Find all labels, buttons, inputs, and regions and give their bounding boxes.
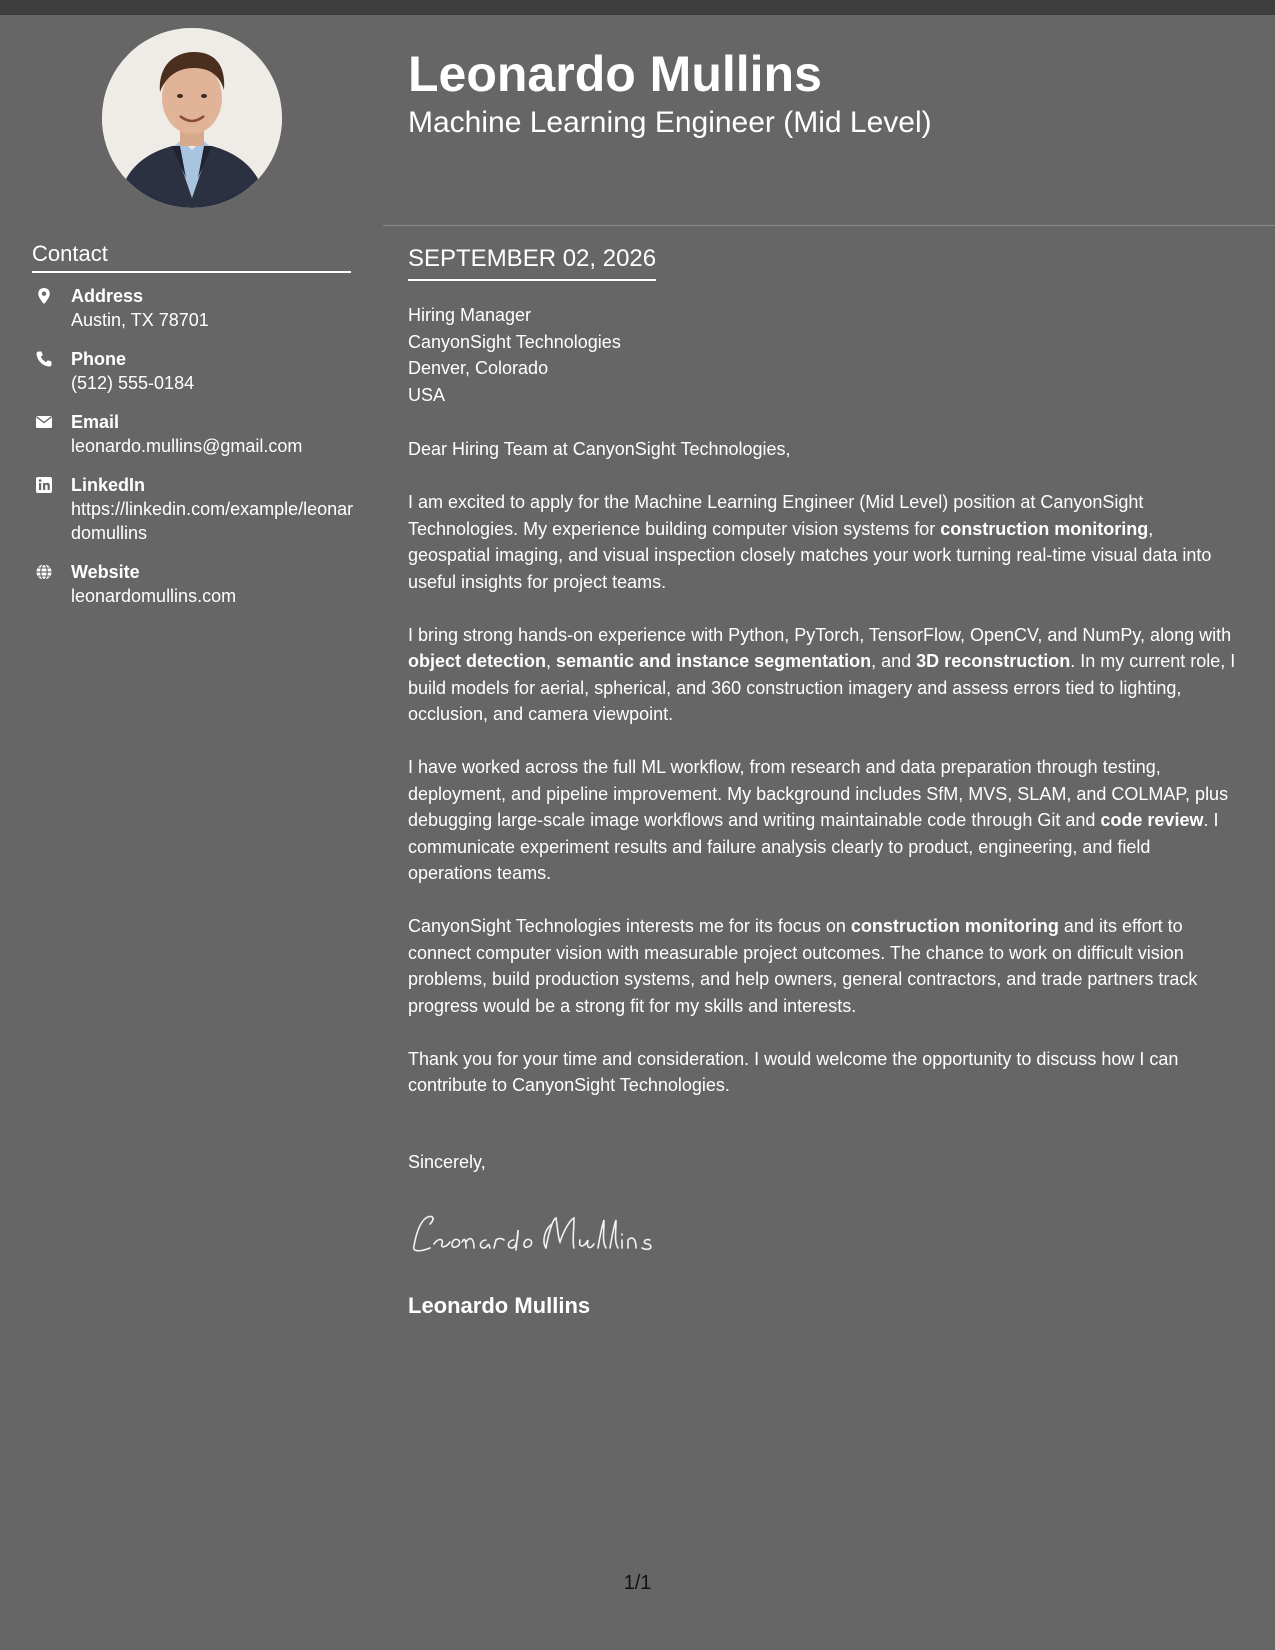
text-run: . In my current role, I build models for aerial, spherical, and 360 construction imagery and assess errors tied to lighting, occlusion, and camera viewpoint. — [408, 651, 1236, 724]
contact-heading: Contact — [32, 240, 351, 273]
recipient-line: USA — [408, 384, 446, 405]
paragraph-3 — [408, 754, 1238, 887]
phone-value: (512) 555-0184 — [71, 373, 195, 393]
letter-body — [408, 436, 1238, 1125]
text-run: . I communicate experiment results and failure analysis clearly to product, engineering, and field operations teams. — [408, 810, 1219, 883]
candidate-name: Leonardo Mullins — [408, 46, 822, 102]
signed-name: Leonardo Mullins — [408, 1293, 591, 1318]
linkedin-label: LinkedIn — [71, 475, 146, 495]
text-run: , and — [871, 651, 917, 671]
website-label: Website — [71, 562, 140, 582]
phone-label: Phone — [71, 349, 127, 369]
contact-list — [32, 284, 362, 623]
text-run: , — [546, 651, 557, 671]
header-divider — [383, 225, 1275, 226]
emphasis: code review — [1100, 810, 1204, 830]
profile-photo-illustration — [102, 28, 282, 208]
recipient-block — [408, 302, 1238, 408]
text-run: I have worked across the full ML workflow, from research and data preparation through testing, deployment, and pipeline improvement. My background includes SfM, MVS, SLAM, and COLMAP, plus debugging large-scale image workflows and writing maintainable code through Git and — [408, 757, 1229, 830]
globe-icon — [35, 563, 53, 581]
email-value: leonardo.mullins@gmail.com — [71, 436, 303, 456]
recipient-line: Denver, Colorado — [408, 358, 549, 378]
signature — [406, 1208, 676, 1258]
letter-date: SEPTEMBER 02, 2026 — [408, 244, 656, 281]
paragraph-2 — [408, 622, 1238, 728]
contact-email — [32, 410, 362, 458]
map-pin-icon — [35, 287, 53, 305]
text-run: and its effort to connect computer vision with measurable project outcomes. The chance to work on difficult vision problems, build production systems, and help owners, general contractors, and trade partners track progress would be a strong fit for my skills and interests. — [408, 916, 1198, 1016]
emphasis: construction monitoring — [940, 518, 1149, 539]
linkedin-icon — [35, 476, 53, 494]
closing: Sincerely, — [408, 1152, 486, 1172]
candidate-title: Machine Learning Engineer (Mid Level) — [408, 106, 932, 139]
contact-address — [32, 284, 362, 332]
emphasis: semantic and instance segmentation — [556, 651, 872, 671]
emphasis: object detection — [408, 651, 547, 671]
email-label: Email — [71, 412, 120, 432]
paragraph-4 — [408, 913, 1238, 1019]
address-label: Address — [71, 286, 144, 306]
address-value: Austin, TX 78701 — [71, 310, 209, 330]
contact-phone — [32, 347, 362, 395]
contact-website — [32, 560, 362, 608]
salutation: Dear Hiring Team at CanyonSight Technologies, — [408, 439, 791, 459]
phone-icon — [35, 350, 53, 368]
recipient-line: Hiring Manager — [408, 305, 532, 325]
text-run: , geospatial imaging, and visual inspection closely matches your work turning real-time visual data into useful insights for project teams. — [408, 518, 1212, 592]
emphasis: 3D reconstruction — [916, 651, 1071, 671]
top-bar — [0, 0, 1275, 15]
text-run: I am excited to apply for the Machine Learning Engineer (Mid Level) position at CanyonSight Technologies. My experience building computer vision systems for — [408, 492, 1144, 539]
recipient-line: CanyonSight Technologies — [408, 331, 621, 352]
paragraph-5: Thank you for your time and consideration. I would welcome the opportunity to discuss how I can contribute to CanyonSight Technologies. — [408, 1048, 1179, 1095]
contact-linkedin — [32, 473, 362, 545]
profile-photo — [102, 28, 282, 208]
envelope-icon — [35, 413, 53, 431]
page-number: 1/1 — [623, 1572, 652, 1594]
paragraph-1 — [408, 489, 1238, 595]
linkedin-value[interactable]: https://linkedin.com/example/leonardomullins — [71, 499, 354, 543]
text-run: CanyonSight Technologies interests me for its focus on — [408, 916, 851, 936]
website-value[interactable]: leonardomullins.com — [71, 586, 237, 606]
text-run: I bring strong hands-on experience with Python, PyTorch, TensorFlow, OpenCV, and NumPy, along with — [408, 624, 1232, 645]
emphasis: construction monitoring — [850, 916, 1059, 936]
